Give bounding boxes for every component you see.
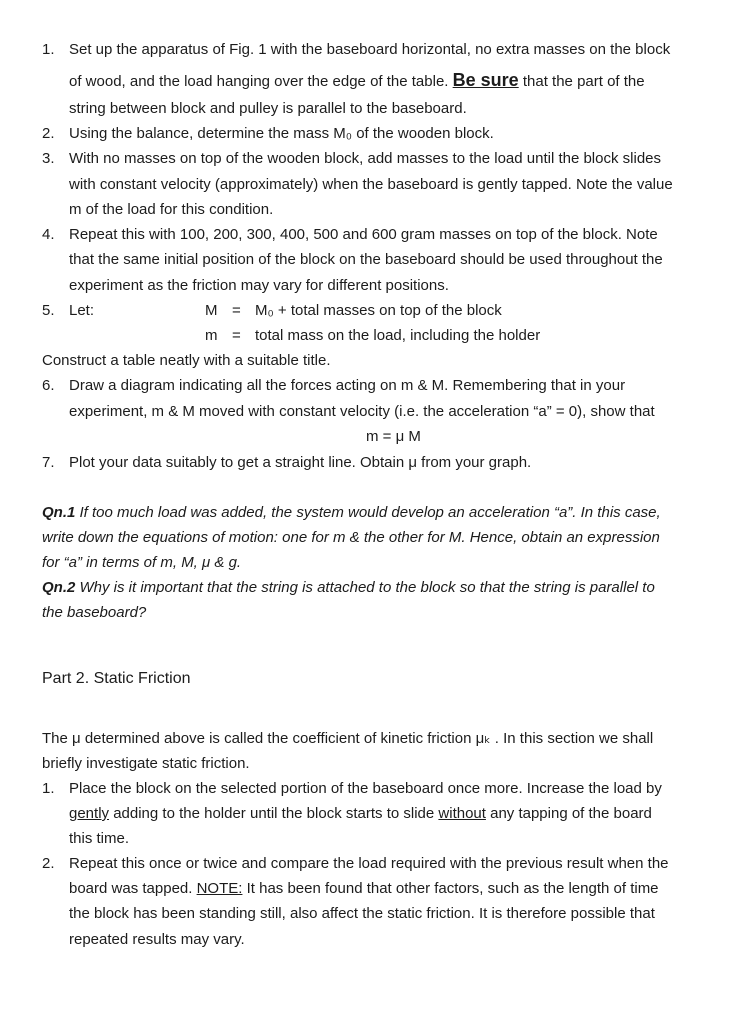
- equation-equals: =: [232, 327, 241, 344]
- question-2-line: [42, 578, 655, 598]
- item-number: 3.: [42, 150, 55, 167]
- item-number: 2.: [42, 125, 55, 142]
- item-number: 6.: [42, 377, 55, 394]
- item-number: 5.: [42, 302, 55, 319]
- item-number: 7.: [42, 454, 55, 471]
- item-text-line: [69, 879, 659, 899]
- equation-lhs: m: [205, 327, 218, 344]
- item-text: Draw a diagram indicating all the forces acting on m & M. Remembering that in your: [69, 377, 626, 394]
- question-1-line: [42, 503, 661, 523]
- item-number: 2.: [42, 855, 55, 872]
- let-label: Let:: [69, 302, 95, 319]
- equation-equals: =: [232, 302, 241, 319]
- question-text: for “a” in terms of m, M, μ & g.: [42, 554, 242, 571]
- section-title: Part 2. Static Friction: [42, 670, 191, 687]
- item-text: the block has been standing still, also affect the static friction. It is therefore possible that: [69, 905, 655, 922]
- question-text: the baseboard?: [42, 604, 147, 621]
- question-text: write down the equations of motion: one for m & the other for M. Hence, obtain an expression: [42, 529, 660, 546]
- question-label: Qn.2: [42, 579, 76, 596]
- item-text: Repeat this once or twice and compare the load required with the previous result when the: [69, 855, 669, 872]
- item-text: With no masses on top of the wooden block, add masses to the load until the block slides: [69, 150, 662, 167]
- item-text: m of the load for this condition.: [69, 201, 274, 218]
- underlined-word: without: [438, 805, 486, 822]
- item-text: It has been found that other factors, such as the length of time: [242, 880, 659, 897]
- intro-text: briefly investigate static friction.: [42, 755, 250, 772]
- item-text: Plot your data suitably to get a straight line. Obtain μ from your graph.: [69, 454, 532, 471]
- item-text: this time.: [69, 830, 130, 847]
- underlined-word: gently: [69, 805, 110, 822]
- item-text: Using the balance, determine the mass M₀ of the wooden block.: [69, 125, 494, 142]
- item-text: experiment, m & M moved with constant velocity (i.e. the acceleration “a” = 0), show that: [69, 403, 655, 420]
- note-label: NOTE:: [196, 880, 243, 897]
- item-number: 4.: [42, 226, 55, 243]
- item-text-line: [69, 70, 645, 92]
- item-text: that the same initial position of the block on the baseboard should be used throughout the: [69, 251, 663, 268]
- question-text: Why is it important that the string is attached to the block so that the string is parallel to: [75, 579, 655, 596]
- item-text: that the part of the: [522, 73, 645, 90]
- question-label: Qn.1: [42, 504, 76, 521]
- item-text: Place the block on the selected portion of the baseboard once more. Increase the load by: [69, 780, 662, 797]
- item-text: board was tapped.: [69, 880, 197, 897]
- item-text: with constant velocity (approximately) when the baseboard is gently tapped. Note the value: [69, 176, 673, 193]
- item-text: Set up the apparatus of Fig. 1 with the baseboard horizontal, no extra masses on the block: [69, 41, 671, 58]
- item-text: of wood, and the load hanging over the edge of the table.: [69, 73, 449, 90]
- intro-text: The μ determined above is called the coefficient of kinetic friction μₖ . In this section we shall: [42, 730, 654, 747]
- friction-equation: m = μ M: [366, 428, 421, 445]
- item-number: 1.: [42, 780, 55, 797]
- item-text-line: [69, 804, 652, 824]
- item-text: Repeat this with 100, 200, 300, 400, 500 and 600 gram masses on top of the block. Note: [69, 226, 658, 243]
- equation-lhs: M: [205, 302, 218, 319]
- item-text: experiment as the friction may vary for different positions.: [69, 277, 449, 294]
- construct-table-text: Construct a table neatly with a suitable title.: [42, 352, 331, 369]
- equation-rhs: M₀ + total masses on top of the block: [255, 302, 502, 319]
- item-text: string between block and pulley is parallel to the baseboard.: [69, 100, 467, 117]
- question-text: If too much load was added, the system would develop an acceleration “a”. In this case,: [75, 504, 661, 521]
- equation-rhs: total mass on the load, including the holder: [255, 327, 541, 344]
- item-number: 1.: [42, 41, 55, 58]
- item-text: any tapping of the board: [485, 805, 652, 822]
- item-text: repeated results may vary.: [69, 931, 245, 948]
- item-text: adding to the holder until the block starts to slide: [109, 805, 439, 822]
- be-sure-emphasis: Be sure: [452, 70, 519, 90]
